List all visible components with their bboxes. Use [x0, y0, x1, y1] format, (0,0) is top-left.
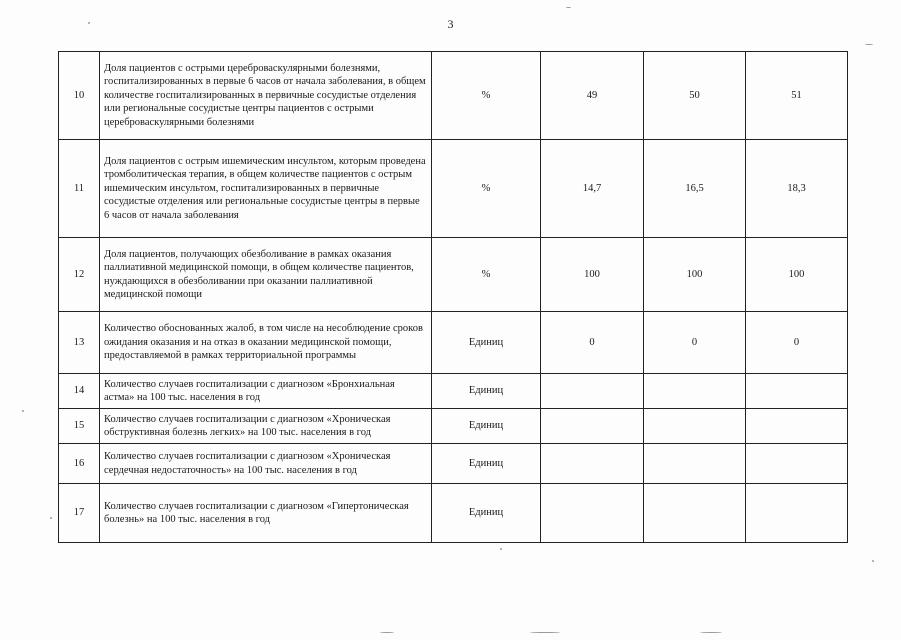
- row-number: 13: [59, 312, 100, 374]
- row-number: 15: [59, 409, 100, 444]
- page-number: 3: [447, 17, 454, 31]
- table-row: [59, 374, 848, 409]
- indicator-name: Количество случаев госпитализации с диагнозом «Хроническая обструктивная болезнь легких» на 100 тыс. населения в год: [100, 409, 432, 444]
- indicator-name: Количество случаев госпитализации с диагнозом «Бронхиальная астма» на 100 тыс. населения в год: [100, 374, 432, 409]
- indicator-name: Доля пациентов, получающих обезболивание в рамках оказания паллиативной медицинской помощи, в общем количестве пациентов, нуждающихся в обезболивании при оказании паллиативной медицинской помощи: [100, 238, 432, 312]
- row-number: 11: [59, 140, 100, 238]
- scan-speck: [22, 410, 24, 412]
- table-row: [59, 52, 848, 140]
- value-cell: [541, 409, 644, 444]
- table-row: [59, 484, 848, 543]
- indicator-name: Количество случаев госпитализации с диагнозом «Хроническая сердечная недостаточность» на 100 тыс. населения в год: [100, 444, 432, 484]
- scan-speck: [700, 632, 722, 633]
- row-number: 14: [59, 374, 100, 409]
- value-cell: [541, 444, 644, 484]
- indicator-name: Количество случаев госпитализации с диагнозом «Гипертоническая болезнь» на 100 тыс. населения в год: [100, 484, 432, 543]
- value-cell: [746, 444, 848, 484]
- value-cell: 100: [746, 238, 848, 312]
- table-row: [59, 238, 848, 312]
- row-number: 17: [59, 484, 100, 543]
- table-row: [59, 312, 848, 374]
- row-number: 10: [59, 52, 100, 140]
- value-cell: 51: [746, 52, 848, 140]
- scan-speck: [865, 44, 873, 45]
- value-cell: [644, 444, 746, 484]
- unit-cell: Единиц: [432, 484, 541, 543]
- scan-speck: [88, 22, 90, 24]
- unit-cell: %: [432, 140, 541, 238]
- value-cell: 14,7: [541, 140, 644, 238]
- value-cell: 0: [746, 312, 848, 374]
- value-cell: 0: [541, 312, 644, 374]
- value-cell: 100: [541, 238, 644, 312]
- indicator-name: Доля пациентов с острым ишемическим инсультом, которым проведена тромболитическая терапия, в общем количестве пациентов с острым ишемическим инсультом, госпитализированных в первичные сосудистые отделения или региональные сосудистые центры в первые 6 часов от начала заболевания: [100, 140, 432, 238]
- value-cell: [644, 484, 746, 543]
- unit-cell: Единиц: [432, 374, 541, 409]
- table-row: [59, 444, 848, 484]
- value-cell: [644, 374, 746, 409]
- row-number: 12: [59, 238, 100, 312]
- unit-cell: Единиц: [432, 312, 541, 374]
- value-cell: [541, 374, 644, 409]
- scan-speck: [500, 548, 502, 550]
- scan-speck: [530, 632, 560, 633]
- indicator-name: Доля пациентов с острыми цереброваскулярными болезнями, госпитализированных в первые 6 часов от начала заболевания, в общем количестве госпитализированных в первичные сосудистые отделения или региональные сосудистые центры пациентов с острыми цереброваскулярными болезнями: [100, 52, 432, 140]
- indicator-name: Количество обоснованных жалоб, в том числе на несоблюдение сроков ожидания оказания и на отказ в оказании медицинской помощи, предоставляемой в рамках территориальной программы: [100, 312, 432, 374]
- unit-cell: Единиц: [432, 409, 541, 444]
- row-number: 16: [59, 444, 100, 484]
- value-cell: 18,3: [746, 140, 848, 238]
- value-cell: 16,5: [644, 140, 746, 238]
- unit-cell: Единиц: [432, 444, 541, 484]
- value-cell: [746, 409, 848, 444]
- value-cell: [746, 484, 848, 543]
- table-row: [59, 409, 848, 444]
- value-cell: 0: [644, 312, 746, 374]
- value-cell: 50: [644, 52, 746, 140]
- value-cell: [644, 409, 746, 444]
- scan-speck: [872, 560, 874, 562]
- table-row: [59, 140, 848, 238]
- scan-speck: [380, 632, 394, 633]
- unit-cell: %: [432, 238, 541, 312]
- value-cell: 100: [644, 238, 746, 312]
- value-cell: [746, 374, 848, 409]
- scan-speck: [50, 517, 52, 519]
- value-cell: 49: [541, 52, 644, 140]
- indicators-table: [58, 51, 848, 543]
- value-cell: [541, 484, 644, 543]
- unit-cell: %: [432, 52, 541, 140]
- scan-speck: [566, 7, 571, 8]
